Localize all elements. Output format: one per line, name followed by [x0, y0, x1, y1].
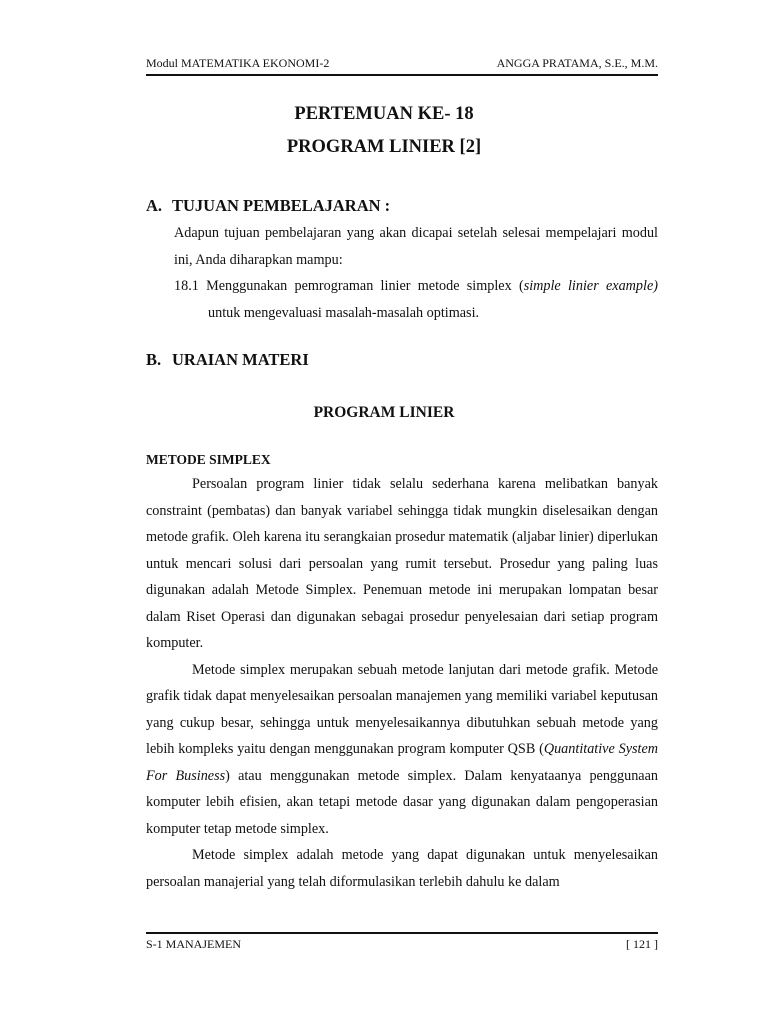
section-b-heading: [146, 350, 309, 370]
footer-program: S-1 MANAJEMEN: [146, 937, 242, 951]
objective-item-italic: simple linier example): [523, 278, 658, 294]
paragraph-2-text: Metode simplex merupakan sebuah metode lanjutan dari metode grafik. Metode grafik tidak dapat menyelesaikan persoalan manajemen yang memiliki variabel keputusan yang cukup besar, sehingga untuk menyelesaikannya dibutuhkan sebuah metode yang lebih kompleks yaitu dengan menggunakan program komputer QSB (: [146, 661, 658, 757]
page-title-line1: PERTEMUAN KE- 18: [294, 104, 474, 124]
subheading-metode-simplex: METODE SIMPLEX: [146, 452, 271, 467]
section-a-number: A.: [146, 196, 163, 215]
header-author: ANGGA PRATAMA, S.E., M.M.: [496, 56, 658, 70]
header-module-title: Modul MATEMATIKA EKONOMI-2: [146, 56, 330, 70]
section-a-intro: Adapun tujuan pembelajaran yang akan dicapai setelah selesai mempelajari modul ini, Anda diharapkan mampu:: [174, 225, 658, 268]
paragraph-1: Persoalan program linier tidak selalu sederhana karena melibatkan banyak constraint (pembatas) dan banyak variabel sehingga tidak mungkin diselesaikan dengan metode grafik. Oleh karena itu serangkaian prosedur matematik (aljabar linier) diperlukan untuk mencari solusi dari persoalan yang rumit tersebut. Prosedur yang paling luas digunakan adalah Metode Simplex. Penemuan metode ini merupakan lompatan besar dalam Riset Operasi dan digunakan sebagai prosedur penyelesaian dari setiap program komputer.: [146, 476, 658, 651]
objective-item-text: 18.1 Menggunakan pemrograman linier metode simplex (: [174, 278, 524, 294]
footer-page-number: [ 121 ]: [626, 937, 658, 951]
body-text: [146, 471, 658, 895]
section-a-heading: [146, 196, 390, 216]
paragraph-2: [146, 657, 658, 843]
paragraph-2-text-end: ) atau menggunakan metode simplex. Dalam kenyataanya penggunaan komputer lebih efisien, akan tetapi metode dasar yang digunakan dalam pengoperasian komputer tetap metode simplex.: [146, 767, 658, 837]
center-heading: PROGRAM LINIER: [313, 404, 455, 421]
page-footer: [146, 932, 658, 952]
page-title-line2: PROGRAM LINIER [2]: [286, 137, 482, 157]
paragraph-2-italic: Quantitative System For Business: [146, 741, 658, 784]
section-a-title: TUJUAN PEMBELAJARAN :: [172, 196, 391, 215]
objective-item-18-1: [174, 273, 658, 326]
section-a-content: [174, 220, 658, 326]
objective-item-suffix: untuk mengevaluasi masalah-masalah optimasi.: [208, 304, 480, 321]
section-b-title: URAIAN MATERI: [172, 350, 309, 369]
paragraph-3: Metode simplex adalah metode yang dapat digunakan untuk menyelesaikan persoalan manajerial yang telah diformulasikan terlebih dahulu ke dalam: [146, 847, 658, 890]
page-header: [146, 56, 658, 76]
section-b-number: B.: [146, 350, 162, 369]
